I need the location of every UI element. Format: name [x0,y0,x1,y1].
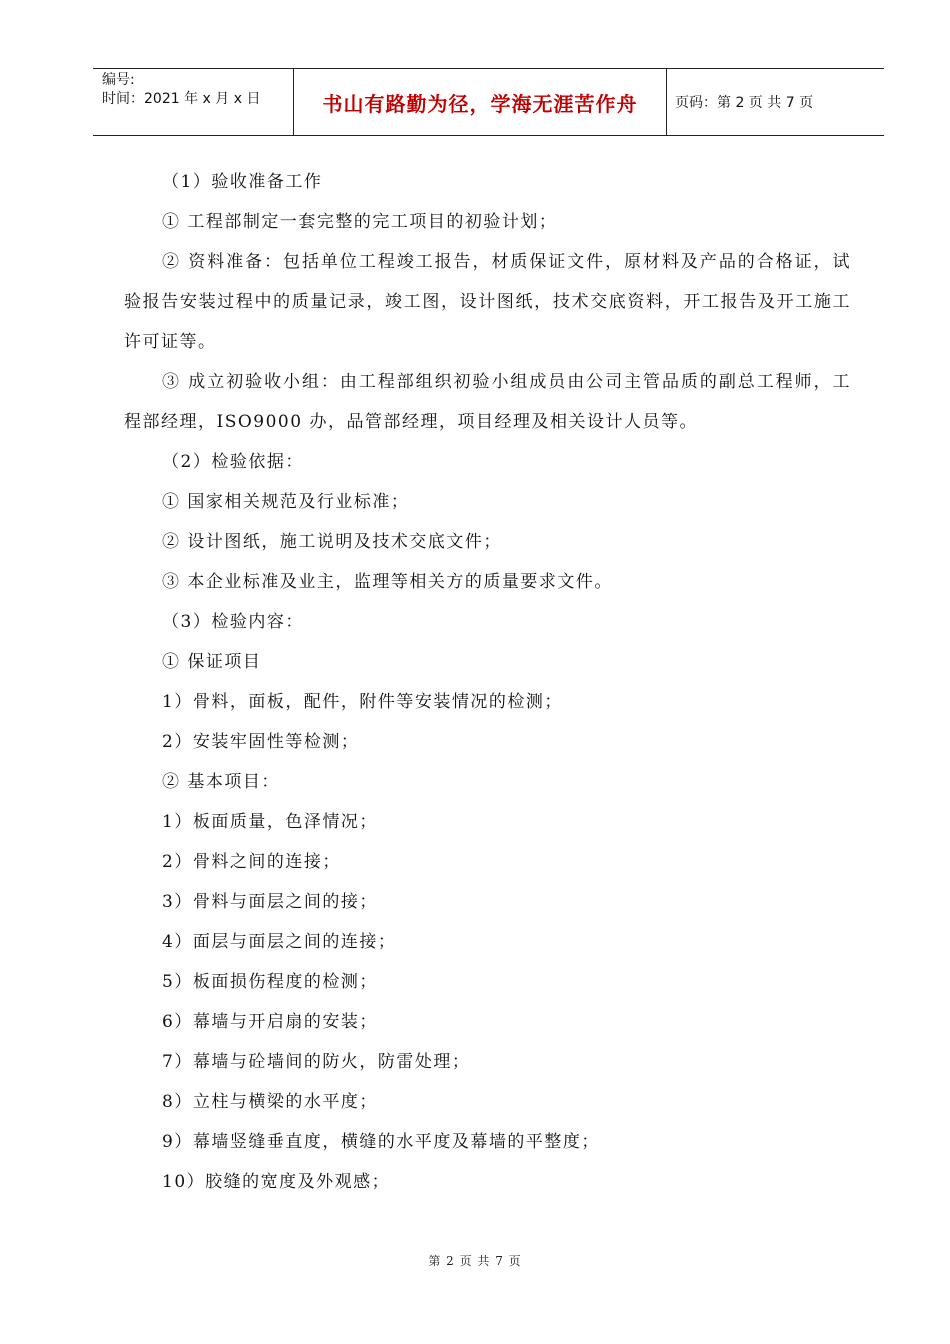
list-item: ② 设计图纸，施工说明及技术交底文件； [162,532,502,552]
paragraph: ③ 成立初验收小组：由工程部组织初验小组成员由公司主管品质的副总工程师，工程部经理，ISO9000 办，品管部经理，项目经理及相关设计人员等。 [124,372,851,432]
list-item: 3）骨料与面层之间的接； [162,892,378,912]
section-heading: （3）检验内容： [162,612,304,632]
page-footer [0,1252,950,1269]
list-item: 6）幕墙与开启扇的安装； [162,1012,378,1032]
page-header [93,68,884,136]
list-item: 5）板面损伤程度的检测； [162,972,378,992]
list-item: 8）立柱与横梁的水平度； [162,1092,378,1112]
header-page-number: 页码：第 2 页 共 7 页 [675,95,814,111]
list-item: ③ 本企业标准及业主，监理等相关方的质量要求文件。 [162,572,613,592]
list-item: ① 工程部制定一套完整的完工项目的初验计划； [162,212,558,232]
list-item: ① 国家相关规范及行业标准； [162,492,410,512]
list-item: 10）胶缝的宽度及外观感； [162,1172,391,1192]
list-item: 4）面层与面层之间的连接； [162,932,397,952]
paragraph: ② 资料准备：包括单位工程竣工报告，材质保证文件，原材料及产品的合格证，试验报告安装过程中的质量记录，竣工图，设计图纸，技术交底资料，开工报告及开工施工许可证等。 [124,252,851,352]
header-motto-cell [294,69,667,135]
list-item: 2）安装牢固性等检测； [162,732,360,752]
footer-page-number: 第 2 页 共 7 页 [428,1254,522,1268]
list-item: 2）骨料之间的连接； [162,852,341,872]
list-item: 1）板面质量，色泽情况； [162,812,378,832]
section-heading: （1）验收准备工作 [162,172,323,192]
document-body [124,162,851,1202]
list-item: 7）幕墙与砼墙间的防火，防雷处理； [162,1052,471,1072]
list-item: ① 保证项目 [162,652,262,672]
list-item: 9）幕墙竖缝垂直度，横缝的水平度及幕墙的平整度； [162,1132,600,1152]
header-page-cell [667,69,884,135]
document-number-label: 编号: [102,72,135,88]
list-item: 1）骨料，面板，配件，附件等安装情况的检测； [162,692,563,712]
header-info-cell [93,69,294,135]
list-item: ② 基本项目： [162,772,280,792]
document-time-label: 时间：2021 年 x 月 x 日 [102,91,261,107]
section-heading: （2）检验依据： [162,452,304,472]
header-motto: 书山有路勤为径，学海无涯苦作舟 [322,91,638,116]
